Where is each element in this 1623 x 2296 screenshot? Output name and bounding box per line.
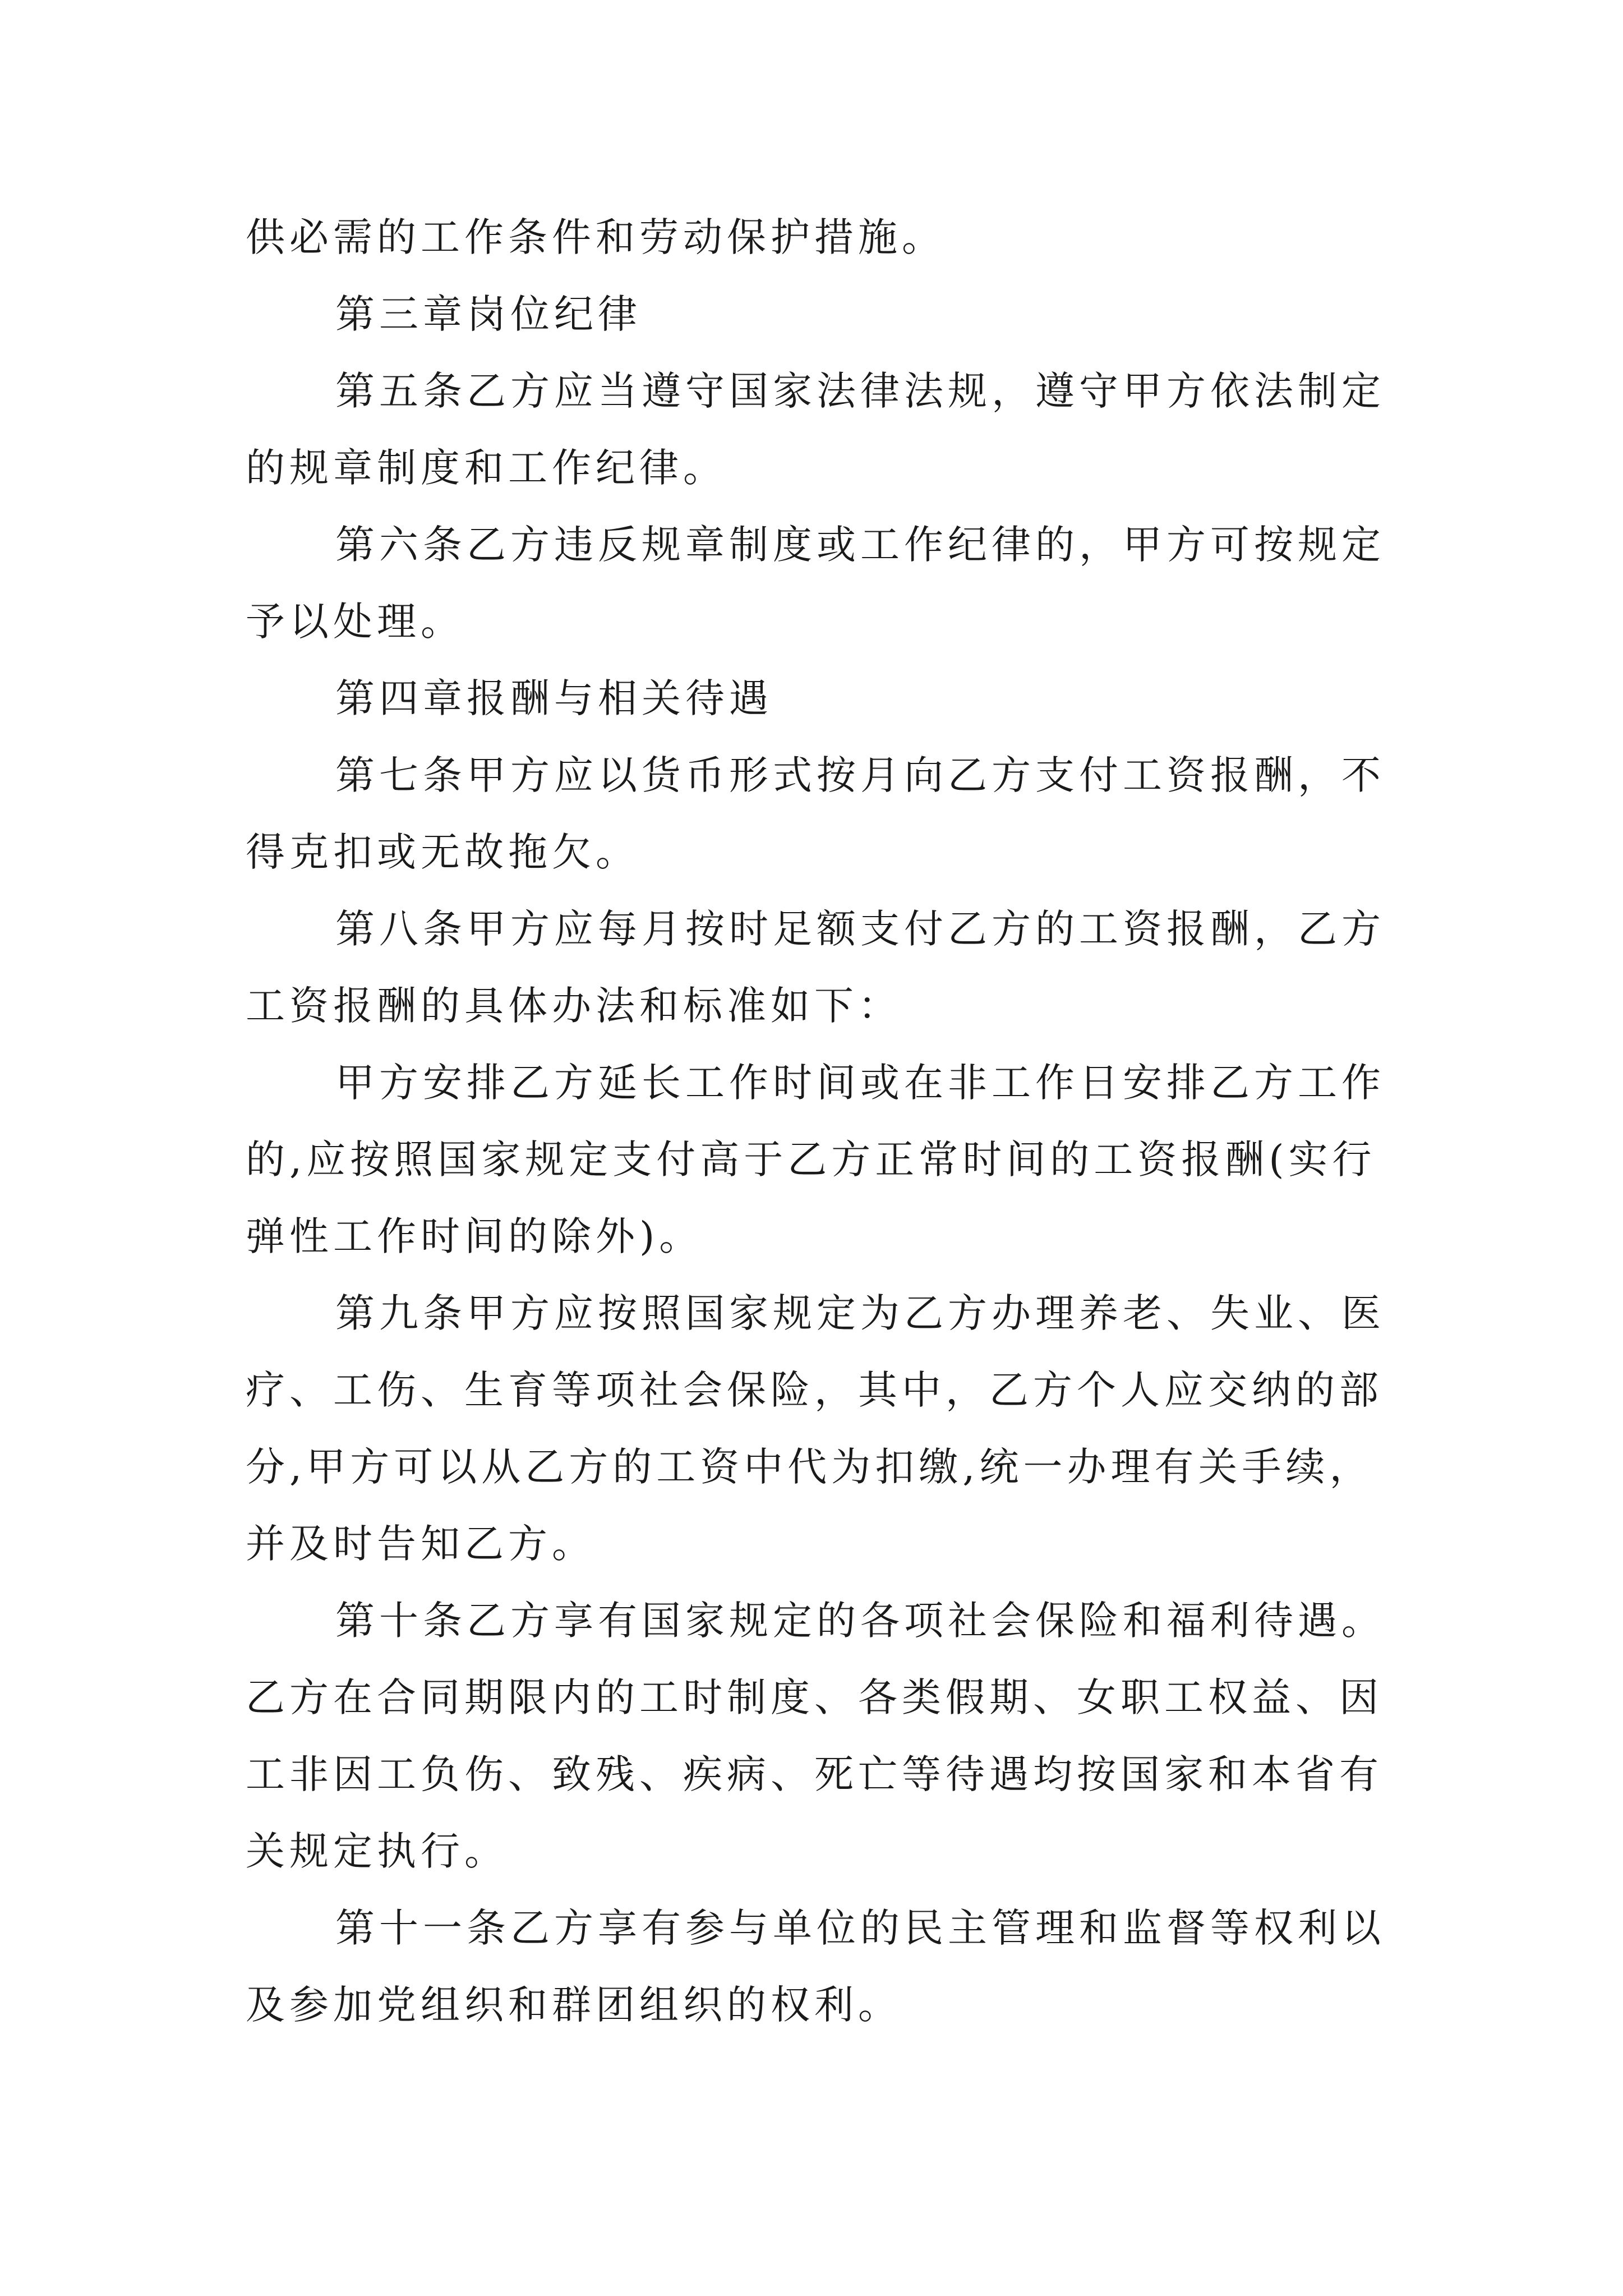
article-5: 第五条乙方应当遵守国家法律法规，遵守甲方依法制定的规章制度和工作纪律。	[246, 368, 1385, 491]
article-7: 第七条甲方应以货币形式按月向乙方支付工资报酬，不得克扣或无故拖欠。	[246, 752, 1385, 875]
document-body	[246, 199, 1390, 2044]
chapter-heading-4: 第四章报酬与相关待遇	[335, 675, 773, 721]
article-8: 第八条甲方应每月按时足额支付乙方的工资报酬，乙方工资报酬的具体办法和标准如下：	[246, 906, 1385, 1029]
paragraph-continuation: 供必需的工作条件和劳动保护措施。	[246, 214, 946, 260]
article-9: 第九条甲方应按照国家规定为乙方办理养老、失业、医疗、工伤、生育等项社会保险，其中，乙方个人应交纳的部分,甲方可以从乙方的工资中代为扣缴,统一办理有关手续，并及时告知乙方。	[246, 1290, 1385, 1567]
chapter-heading-3: 第三章岗位纪律	[335, 291, 642, 337]
article-6: 第六条乙方违反规章制度或工作纪律的，甲方可按规定予以处理。	[246, 522, 1385, 645]
overtime-clause: 甲方安排乙方延长工作时间或在非工作日安排乙方工作的,应按照国家规定支付高于乙方正常时间的工资报酬(实行弹性工作时间的除外)。	[246, 1060, 1385, 1259]
article-10: 第十条乙方享有国家规定的各项社会保险和福利待遇。乙方在合同期限内的工时制度、各类假期、女职工权益、因工非因工负伤、致残、疾病、死亡等待遇均按国家和本省有关规定执行。	[246, 1598, 1385, 1874]
article-11: 第十一条乙方享有参与单位的民主管理和监督等权利以及参加党组织和群团组织的权利。	[246, 1905, 1385, 2028]
